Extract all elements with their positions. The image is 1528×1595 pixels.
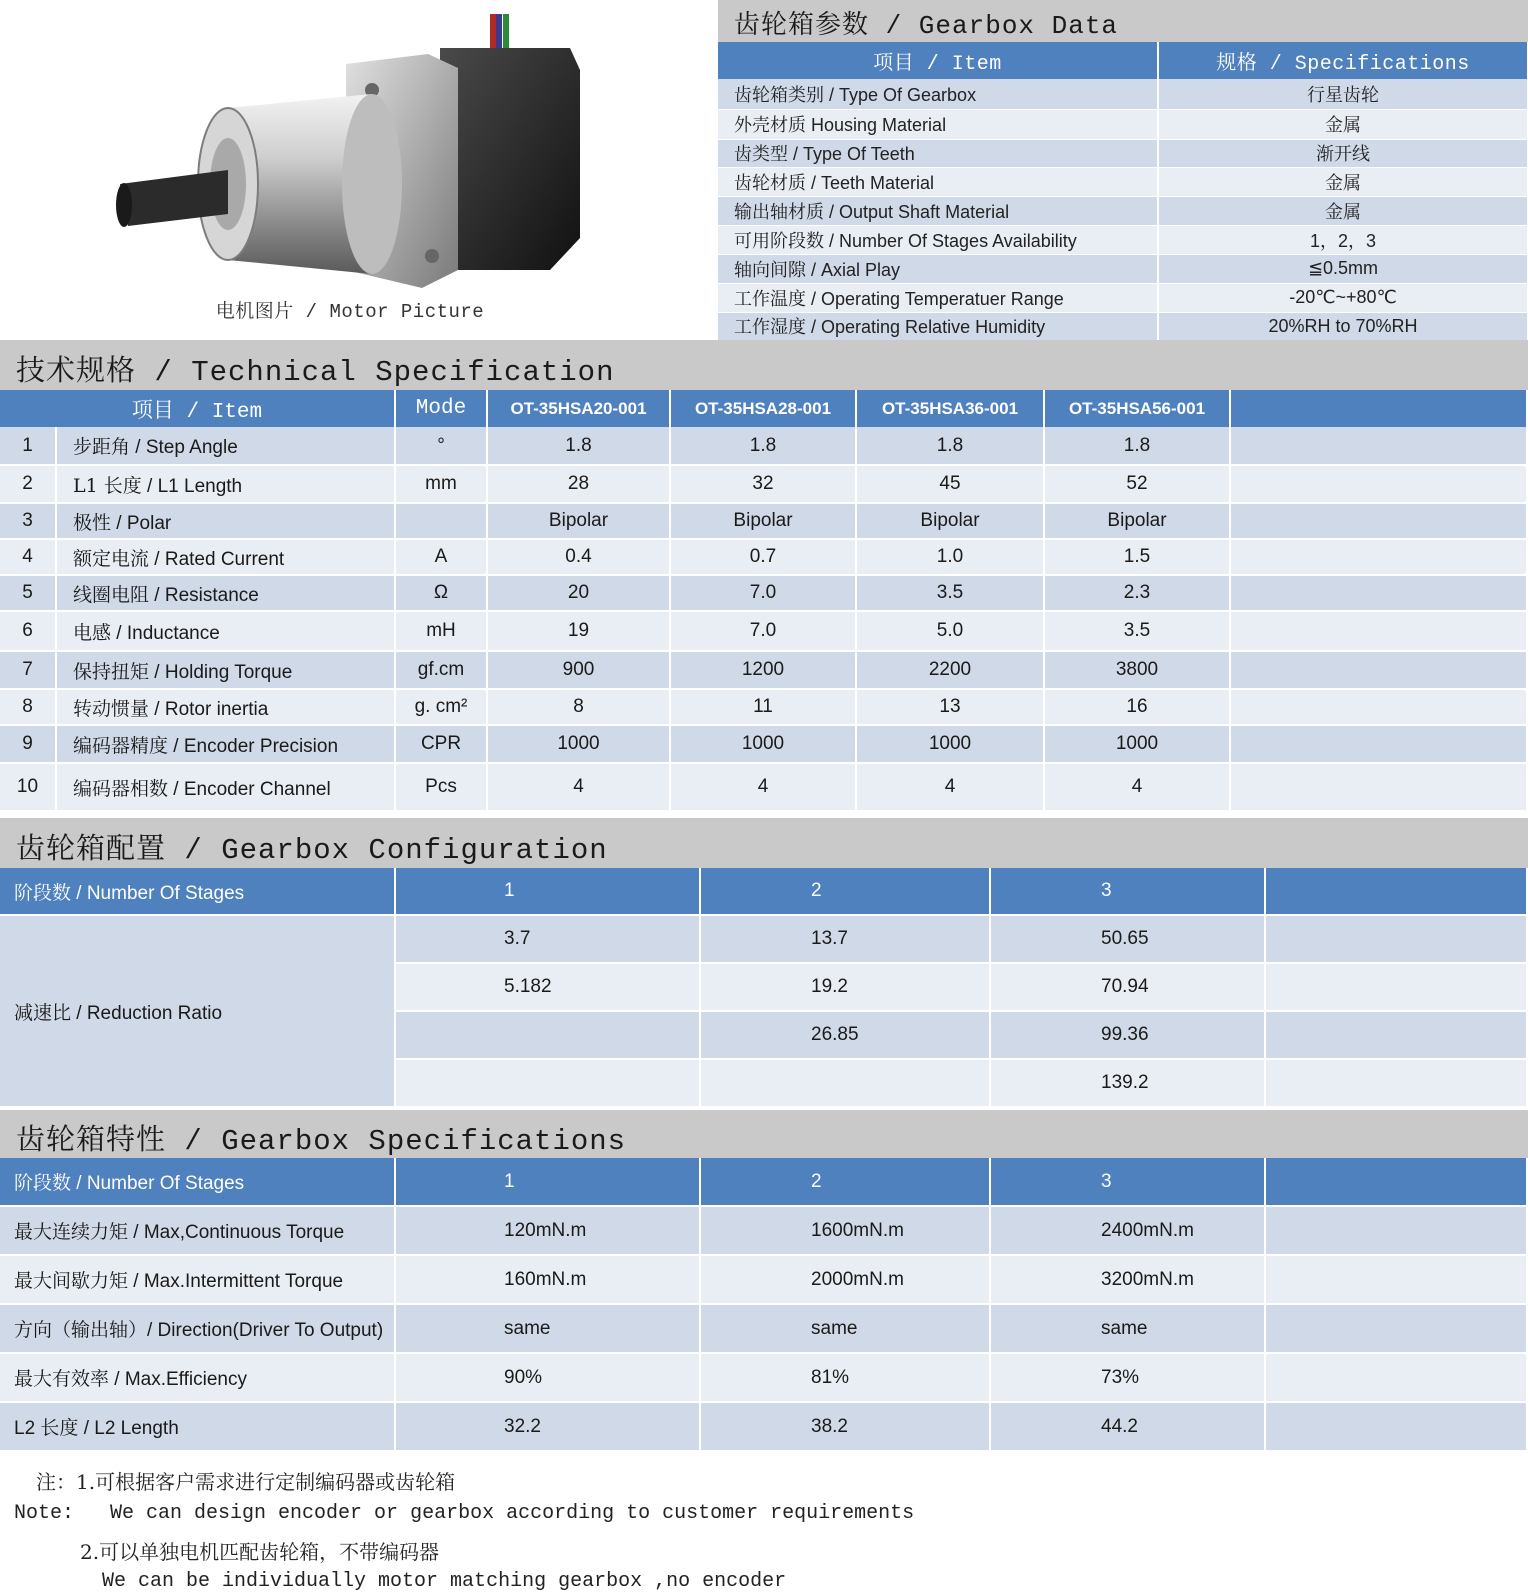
value-cell: 8 [487, 689, 670, 725]
spec-name-cn: 额定电流 [73, 547, 150, 570]
item-cn: 齿轮箱类别 [734, 84, 824, 106]
spec-name-en: / Holding Torque [149, 661, 293, 683]
row-number: 8 [0, 689, 56, 725]
gearbox-data-row [718, 79, 1528, 109]
value-cell: 19 [487, 611, 670, 651]
value-cell: 1.8 [1044, 427, 1230, 465]
gearbox-data-title: 齿轮箱参数 / Gearbox Data [734, 11, 1119, 41]
blank-cell [1265, 1206, 1527, 1255]
blank-cell [1230, 539, 1527, 575]
value-cell: 28 [487, 465, 670, 503]
value-cell: 2.3 [1044, 575, 1230, 611]
gearbox-data-item-cell [718, 225, 1158, 254]
ratio-value [395, 1059, 700, 1107]
item-en: / Output Shaft Material [824, 202, 1010, 223]
gearbox-spec-value: 2000mN.m [700, 1255, 990, 1304]
value-cell: Bipolar [670, 503, 856, 539]
item-en: / Operating Temperatuer Range [806, 288, 1064, 309]
unit-cell: A [395, 539, 487, 575]
value-cell: 1000 [670, 725, 856, 763]
blank-cell [1265, 963, 1527, 1011]
value-cell: 13 [856, 689, 1044, 725]
note-line-4: We can be individually motor matching gearbox ,no encoder [102, 1570, 787, 1593]
ratio-value: 13.7 [700, 915, 990, 963]
gearbox-data-row [718, 197, 1528, 226]
gearbox-data-item-cell [718, 168, 1158, 197]
gearbox-data-value-cell: -20℃~+80℃ [1158, 283, 1528, 312]
gearbox-data-item-cell [718, 254, 1158, 283]
spec-name-cn: 电感 [73, 621, 112, 644]
gearbox-data-value-cell: 金属 [1158, 109, 1528, 139]
gearbox-data-row [718, 109, 1528, 139]
note-line-1: 注：1.可根据客户需求进行定制编码器或齿轮箱 [36, 1470, 456, 1494]
value-cell: 1.8 [487, 427, 670, 465]
gearbox-spec-value: same [700, 1304, 990, 1353]
value-cell: 1200 [670, 651, 856, 689]
unit-cell: ° [395, 427, 487, 465]
item-cn: 可用阶段数 [734, 230, 824, 252]
gearbox-data-spec-header: 规格 / Specifications [1158, 42, 1528, 79]
ratio-value: 5.182 [395, 963, 700, 1011]
row-number: 5 [0, 575, 56, 611]
value-cell: 1.8 [670, 427, 856, 465]
row-number: 3 [0, 503, 56, 539]
gearbox-spec-value: 73% [990, 1353, 1265, 1402]
stages-header-row [0, 868, 1527, 915]
technical-spec-row [0, 763, 1527, 811]
gearbox-data-item-cell [718, 79, 1158, 109]
stage-number: 3 [990, 868, 1265, 915]
gearbox-spec-value: 38.2 [700, 1402, 990, 1451]
gearbox-config-table [0, 868, 1528, 1108]
value-cell: 1000 [487, 725, 670, 763]
row-number: 10 [0, 763, 56, 811]
gearbox-data-value-cell: 金属 [1158, 168, 1528, 197]
row-number: 1 [0, 427, 56, 465]
value-cell: 4 [1044, 763, 1230, 811]
blank-cell [1230, 465, 1527, 503]
technical-spec-row [0, 611, 1527, 651]
value-cell: 1.0 [856, 539, 1044, 575]
value-cell: 7.0 [670, 611, 856, 651]
spec-name-cn: 编码器精度 [73, 734, 169, 757]
gearbox-spec-row [0, 1304, 1527, 1353]
ratio-value [395, 1011, 700, 1059]
value-cell: 1000 [1044, 725, 1230, 763]
unit-cell: mm [395, 465, 487, 503]
gearbox-spec-label: 最大间歇力矩 / Max.Intermittent Torque [0, 1255, 395, 1304]
row-number: 4 [0, 539, 56, 575]
gearbox-data-row [718, 225, 1528, 254]
blank-cell [1230, 503, 1527, 539]
value-cell: 900 [487, 651, 670, 689]
gearbox-config-title: 齿轮箱配置 / Gearbox Configuration [16, 834, 608, 867]
spec-name-cell [56, 611, 395, 651]
spec-name-cn: 极性 [73, 511, 112, 534]
gearbox-spec-row [0, 1353, 1527, 1402]
ratio-value: 26.85 [700, 1011, 990, 1059]
spec-name-cn: 线圈电阻 [73, 583, 150, 606]
item-en: / Type Of Teeth [788, 144, 915, 165]
blank-cell [1265, 1158, 1527, 1206]
ratio-value: 70.94 [990, 963, 1265, 1011]
gearbox-data-value-cell: 行星齿轮 [1158, 79, 1528, 109]
item-cn: 输出轴材质 [734, 202, 824, 224]
note-line-3: 2.可以单独电机匹配齿轮箱，不带编码器 [80, 1540, 440, 1564]
spec-name-en: / Polar [111, 512, 172, 534]
motor-image [110, 8, 630, 298]
gearbox-spec-value: 90% [395, 1353, 700, 1402]
ratio-value: 3.7 [395, 915, 700, 963]
unit-cell: Pcs [395, 763, 487, 811]
item-en: / Teeth Material [806, 173, 935, 194]
spec-name-cell [56, 651, 395, 689]
reduction-ratio-label: 减速比 / Reduction Ratio [0, 915, 395, 1107]
technical-spec-row [0, 465, 1527, 503]
blank-cell [1265, 1255, 1527, 1304]
unit-cell: mH [395, 611, 487, 651]
gearbox-data-panel [718, 0, 1528, 340]
ratio-value: 139.2 [990, 1059, 1265, 1107]
gearbox-spec-value: 1600mN.m [700, 1206, 990, 1255]
gearbox-specs-title: 齿轮箱特性 / Gearbox Specifications [16, 1125, 627, 1158]
value-cell: 4 [856, 763, 1044, 811]
note-line-2: Note: We can design encoder or gearbox according to customer requirements [14, 1502, 915, 1525]
gearbox-data-value-cell: 金属 [1158, 197, 1528, 226]
value-cell: 5.0 [856, 611, 1044, 651]
technical-spec-row [0, 651, 1527, 689]
value-cell: 2200 [856, 651, 1044, 689]
gearbox-spec-label: 最大连续力矩 / Max,Continuous Torque [0, 1206, 395, 1255]
technical-spec-table [0, 390, 1528, 812]
value-cell: 0.4 [487, 539, 670, 575]
technical-spec-title: 技术规格 / Technical Specification [16, 356, 615, 389]
unit-cell: gf.cm [395, 651, 487, 689]
item-en: / Type Of Gearbox [824, 84, 977, 105]
unit-cell [395, 503, 487, 539]
gearbox-data-row [718, 254, 1528, 283]
blank-cell [1230, 725, 1527, 763]
item-cn: 工作温度 [734, 288, 806, 310]
gearbox-data-item-cell [718, 197, 1158, 226]
value-cell: 1.8 [856, 427, 1044, 465]
unit-cell: g. cm² [395, 689, 487, 725]
spec-name-en: / Encoder Channel [168, 778, 331, 800]
value-cell: Bipolar [1044, 503, 1230, 539]
spec-name-en: / L1 Length [141, 475, 243, 497]
gearbox-spec-row [0, 1402, 1527, 1451]
blank-cell [1230, 689, 1527, 725]
gearbox-spec-row [0, 1206, 1527, 1255]
spec-name-en: / Resistance [149, 584, 259, 606]
item-en: / Operating Relative Humidity [806, 317, 1046, 338]
spec-name-cn: 步距角 [73, 436, 131, 458]
spec-name-en: / Encoder Precision [168, 735, 339, 757]
spec-name-cell [56, 427, 395, 465]
reduction-ratio-row [0, 915, 1527, 963]
gearbox-spec-row [0, 1255, 1527, 1304]
value-cell: 3800 [1044, 651, 1230, 689]
spec-name-cn: 转动惯量 [73, 697, 150, 720]
blank-cell [1265, 868, 1527, 915]
gearbox-data-value-cell: 20%RH to 70%RH [1158, 312, 1528, 341]
ratio-value: 50.65 [990, 915, 1265, 963]
technical-spec-item-header: 项目 / Item [0, 390, 395, 427]
value-cell: 1000 [856, 725, 1044, 763]
motor-picture-caption: 电机图片 / Motor Picture [215, 301, 485, 323]
gearbox-specs-table [0, 1158, 1528, 1452]
blank-cell [1265, 1059, 1527, 1107]
gearbox-spec-value: 120mN.m [395, 1206, 700, 1255]
technical-spec-mode-header: Mode [395, 390, 487, 427]
ratio-value [700, 1059, 990, 1107]
gearbox-spec-label: L2 长度 / L2 Length [0, 1402, 395, 1451]
blank-cell [1230, 427, 1527, 465]
row-number: 9 [0, 725, 56, 763]
technical-spec-row [0, 689, 1527, 725]
value-cell: 16 [1044, 689, 1230, 725]
stages-header-row [0, 1158, 1527, 1206]
spec-name-en: / Rated Current [149, 548, 285, 570]
value-cell: 11 [670, 689, 856, 725]
gearbox-config-title-bar [0, 818, 1528, 868]
spec-name-cell [56, 503, 395, 539]
stages-label: 阶段数 / Number Of Stages [0, 1158, 395, 1206]
gearbox-data-item-cell [718, 109, 1158, 139]
stages-label: 阶段数 / Number Of Stages [0, 868, 395, 915]
spec-name-en: / Rotor inertia [149, 698, 269, 720]
item-en: / Axial Play [806, 259, 901, 280]
technical-spec-row [0, 539, 1527, 575]
gearbox-spec-value: same [395, 1304, 700, 1353]
technical-spec-title-bar [0, 340, 1528, 390]
gearbox-data-item-header: 项目 / Item [718, 42, 1158, 79]
gearbox-spec-value: 2400mN.m [990, 1206, 1265, 1255]
spec-name-cell [56, 763, 395, 811]
spec-name-cn: 保持扭矩 [73, 660, 150, 683]
blank-cell [1230, 651, 1527, 689]
gearbox-data-item-cell [718, 283, 1158, 312]
unit-cell: CPR [395, 725, 487, 763]
spec-name-en: / Step Angle [130, 437, 238, 458]
model-header: OT-35HSA36-001 [856, 390, 1044, 427]
gearbox-data-table [718, 42, 1528, 341]
gearbox-data-title-bar [718, 0, 1528, 42]
motor-picture-panel [0, 0, 718, 340]
spec-name-cn: 编码器相数 [73, 777, 169, 800]
spec-name-cell [56, 575, 395, 611]
item-cn: 轴向间隙 [734, 259, 806, 281]
spec-name-cell [56, 725, 395, 763]
gearbox-specs-title-bar [0, 1110, 1528, 1158]
technical-spec-header-row [0, 390, 1527, 427]
item-cn: 外壳材质 [734, 115, 806, 136]
gearbox-spec-label: 方向（输出轴）/ Direction(Driver To Output) [0, 1304, 395, 1353]
gearbox-spec-label: 最大有效率 / Max.Efficiency [0, 1353, 395, 1402]
gearbox-data-header-row [718, 42, 1528, 79]
blank-cell [1265, 1402, 1527, 1451]
gearbox-data-value-cell: ≦0.5mm [1158, 254, 1528, 283]
gearbox-data-value-cell: 1，2，3 [1158, 225, 1528, 254]
item-en: / Number Of Stages Availability [824, 230, 1077, 251]
stage-number: 2 [700, 868, 990, 915]
blank-cell [1230, 611, 1527, 651]
model-header: OT-35HSA20-001 [487, 390, 670, 427]
blank-cell [1230, 575, 1527, 611]
row-number: 6 [0, 611, 56, 651]
value-cell: 32 [670, 465, 856, 503]
gearbox-spec-value: 160mN.m [395, 1255, 700, 1304]
technical-spec-row [0, 575, 1527, 611]
stage-number: 2 [700, 1158, 990, 1206]
blank-cell [1265, 915, 1527, 963]
ratio-value: 99.36 [990, 1011, 1265, 1059]
gearbox-spec-value: 81% [700, 1353, 990, 1402]
item-cn: 齿轮材质 [734, 173, 806, 195]
item-cn: 工作湿度 [734, 317, 806, 339]
value-cell: Bipolar [487, 503, 670, 539]
blank-cell [1230, 763, 1527, 811]
spec-name-cell [56, 689, 395, 725]
spec-name-cell [56, 465, 395, 503]
row-number: 7 [0, 651, 56, 689]
blank-cell [1265, 1304, 1527, 1353]
gearbox-data-item-cell [718, 312, 1158, 341]
unit-cell: Ω [395, 575, 487, 611]
value-cell: Bipolar [856, 503, 1044, 539]
blank-cell [1265, 1353, 1527, 1402]
gearbox-spec-value: 3200mN.m [990, 1255, 1265, 1304]
gearbox-data-row [718, 168, 1528, 197]
value-cell: 45 [856, 465, 1044, 503]
blank-header-cell [1230, 390, 1527, 427]
gearbox-data-row [718, 312, 1528, 341]
item-cn: 齿类型 [734, 144, 788, 166]
technical-spec-row [0, 725, 1527, 763]
gearbox-data-row [718, 283, 1528, 312]
value-cell: 0.7 [670, 539, 856, 575]
value-cell: 52 [1044, 465, 1230, 503]
value-cell: 20 [487, 575, 670, 611]
value-cell: 4 [487, 763, 670, 811]
spec-name-cn: L1 长度 [73, 474, 142, 497]
gearbox-spec-value: 44.2 [990, 1402, 1265, 1451]
model-header: OT-35HSA28-001 [670, 390, 856, 427]
value-cell: 1.5 [1044, 539, 1230, 575]
spec-name-cell [56, 539, 395, 575]
technical-spec-row [0, 427, 1527, 465]
gearbox-data-value-cell: 渐开线 [1158, 139, 1528, 168]
blank-cell [1265, 1011, 1527, 1059]
technical-spec-row [0, 503, 1527, 539]
spec-name-en: / Inductance [111, 622, 220, 644]
stage-number: 3 [990, 1158, 1265, 1206]
gearbox-data-item-cell [718, 139, 1158, 168]
gearbox-spec-value: same [990, 1304, 1265, 1353]
item-en: Housing Material [806, 115, 947, 135]
stage-number: 1 [395, 868, 700, 915]
model-header: OT-35HSA56-001 [1044, 390, 1230, 427]
value-cell: 3.5 [1044, 611, 1230, 651]
value-cell: 3.5 [856, 575, 1044, 611]
ratio-value: 19.2 [700, 963, 990, 1011]
value-cell: 4 [670, 763, 856, 811]
stage-number: 1 [395, 1158, 700, 1206]
value-cell: 7.0 [670, 575, 856, 611]
row-number: 2 [0, 465, 56, 503]
gearbox-spec-value: 32.2 [395, 1402, 700, 1451]
gearbox-data-row [718, 139, 1528, 168]
